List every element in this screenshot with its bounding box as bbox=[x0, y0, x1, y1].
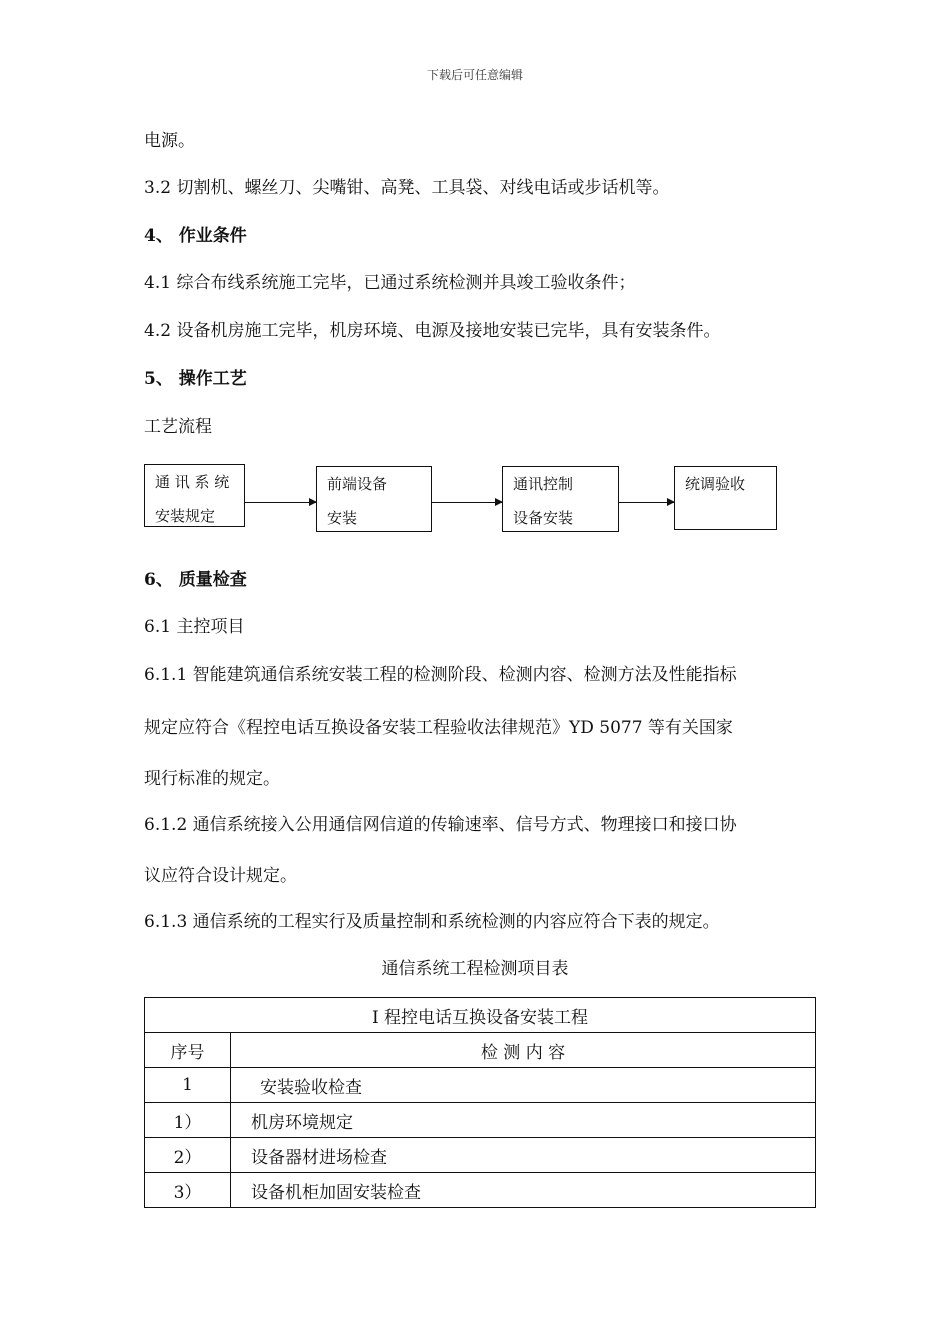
text-line: 3.2 切割机、螺丝刀、尖嘴钳、高凳、工具袋、对线电话或步话机等。 bbox=[144, 178, 670, 198]
table-cell-content: 设备机柜加固安装检查 bbox=[231, 1173, 816, 1208]
flow-arrow bbox=[432, 502, 502, 503]
section-heading: 6、 质量检查 bbox=[144, 570, 247, 590]
flow-arrow bbox=[619, 502, 674, 503]
flow-step-label: 设备安装 bbox=[513, 509, 574, 527]
text-line: 4.2 设备机房施工完毕，机房环境、电源及接地安装已完毕，具有安装条件。 bbox=[144, 321, 721, 341]
text-line: 4.1 综合布线系统施工完毕，已通过系统检测并具竣工验收条件； bbox=[144, 273, 636, 293]
text-line: 6.1 主控项目 bbox=[144, 617, 245, 637]
text-line: 规定应符合《程控电话互换设备安装工程验收法律规范》YD 5077 等有关国家 bbox=[144, 718, 733, 738]
table-cell-content: 设备器材进场检查 bbox=[231, 1138, 816, 1173]
table-row bbox=[145, 1103, 816, 1138]
column-header-no: 序号 bbox=[145, 1033, 231, 1068]
flow-step-4 bbox=[674, 466, 777, 530]
inspection-table bbox=[144, 997, 816, 1208]
table-row bbox=[145, 1138, 816, 1173]
text-line: 现行标准的规定。 bbox=[144, 769, 280, 789]
table-row bbox=[145, 1173, 816, 1208]
table-cell-no: 2） bbox=[145, 1138, 231, 1173]
table-section-header: Ⅰ 程控电话互换设备安装工程 bbox=[145, 998, 816, 1033]
text-line: 6.1.3 通信系统的工程实行及质量控制和系统检测的内容应符合下表的规定。 bbox=[144, 912, 720, 932]
table-row bbox=[145, 1033, 816, 1068]
table-row bbox=[145, 998, 816, 1033]
flow-arrow bbox=[245, 502, 316, 503]
table-cell-content: 安装验收检查 bbox=[231, 1068, 816, 1103]
table-row bbox=[145, 1068, 816, 1103]
flow-step-label: 安装规定 bbox=[155, 507, 216, 525]
flow-step-3 bbox=[502, 466, 619, 532]
flow-step-label: 安装 bbox=[327, 509, 358, 527]
text-line: 6.1.2 通信系统接入公用通信网信道的传输速率、信号方式、物理接口和接口协 bbox=[144, 815, 737, 835]
section-heading: 5、 操作工艺 bbox=[144, 369, 247, 389]
column-header-content: 检 测 内 容 bbox=[231, 1033, 816, 1068]
flow-step-label: 前端设备 bbox=[327, 475, 388, 493]
table-cell-no: 3） bbox=[145, 1173, 231, 1208]
flow-step-2 bbox=[316, 466, 432, 532]
text-line: 6.1.1 智能建筑通信系统安装工程的检测阶段、检测内容、检测方法及性能指标 bbox=[144, 665, 737, 685]
flow-step-label: 统调验收 bbox=[685, 475, 746, 493]
text-line: 工艺流程 bbox=[144, 417, 212, 437]
flow-step-1 bbox=[144, 464, 245, 527]
page-header: 下载后可任意编辑 bbox=[426, 68, 523, 82]
flow-step-label: 通 讯 系 统 bbox=[155, 473, 230, 491]
text-line: 议应符合设计规定。 bbox=[144, 866, 297, 886]
table-title: 通信系统工程检测项目表 bbox=[381, 959, 569, 979]
table-cell-content: 机房环境规定 bbox=[231, 1103, 816, 1138]
text-line: 电源。 bbox=[144, 131, 195, 151]
flow-step-label: 通讯控制 bbox=[513, 475, 574, 493]
table-cell-no: 1） bbox=[145, 1103, 231, 1138]
table-cell-no: 1 bbox=[145, 1068, 231, 1103]
section-heading: 4、 作业条件 bbox=[144, 226, 247, 246]
